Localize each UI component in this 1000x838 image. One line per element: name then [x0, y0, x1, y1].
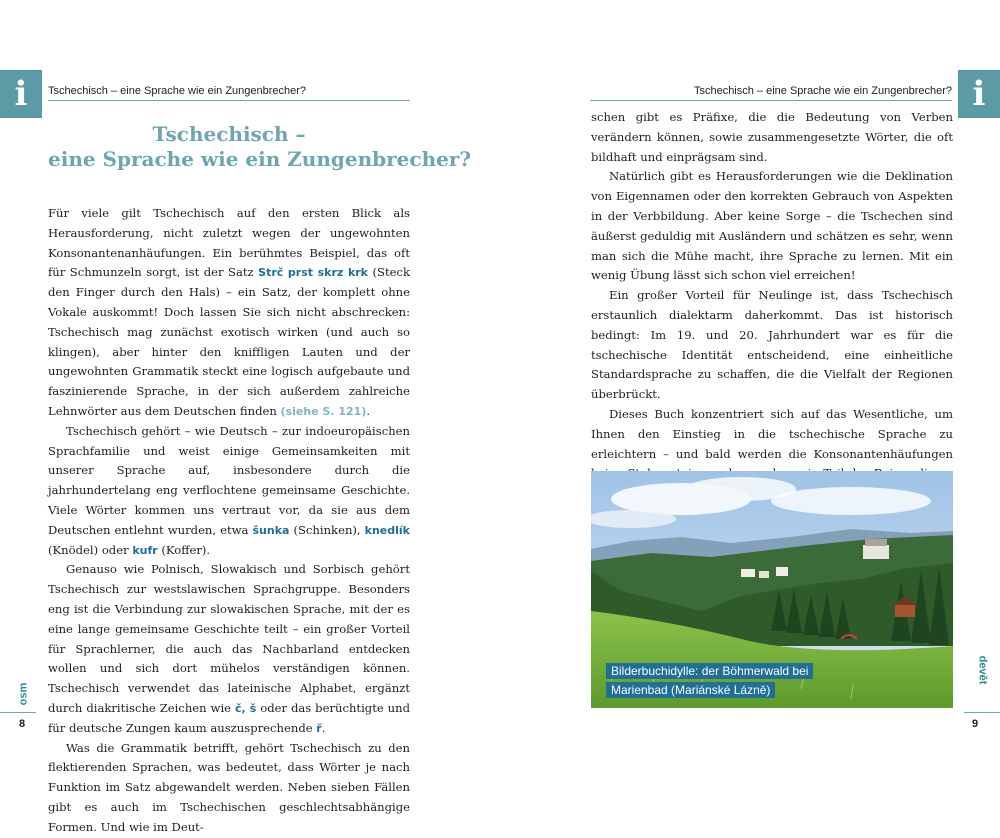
paragraph: Ein großer Vorteil für Neulinge ist, dass Tschechisch erstaunlich dialektarm daherkommt. Das ist historisch bedingt: Im 19. und 20. Jahrhundert war es für die tschechische Identität entscheidend, eine einheitliche Standardsprache zu schaffen, die die Vielfalt der Regionen überbrückt.	[591, 288, 953, 402]
paragraph: Natürlich gibt es Herausforderungen wie die Deklination von Eigennamen oder den korrekten Gebrauch von Aspekten in der Verbbildung. Aber keine Sorge – die Tschechen sind äußerst geduldig mit Ausländern und schätzen es sehr, wenn man sich die Mühe macht, ihre Sprache zu lernen. Mit ein wenig Übung lässt sich schon viel erreichen!	[591, 169, 953, 283]
paragraph	[48, 422, 410, 561]
czech-term: šunka	[252, 523, 290, 537]
left-page	[0, 0, 500, 834]
text-run: Für viele gilt Tschechisch auf den ersten Blick als Herausforderung, nicht zuletzt wegen der ungewohnten Konsonantenanhäufungen. Ein berühmtes Beispiel, das oft für Schmunzeln sorgt, ist der Satz	[48, 206, 410, 280]
right-body-text	[591, 108, 953, 504]
czech-term: kufr	[132, 543, 158, 557]
czech-term: č, š	[234, 701, 257, 715]
text-run: oder das berüchtigte und für deutsche Zungen kaum auszusprechende	[48, 700, 411, 735]
caption-text: Bilderbuchidylle: der Böhmerwald bei Marienbad (Mariánské Lázně)	[606, 663, 813, 698]
text-run: Tschechisch gehört – wie Deutsch – zur indoeuropäischen Sprachfamilie und weist einige Gemeinsamkeiten mit unserer Sprache auf, insbesondere durch die jahrhundertelang eng verflochtene gemeinsame Geschichte. Viele Wörter kommen uns vertraut vor, da sie aus dem Deutschen entlehnt wurden, etwa	[48, 423, 410, 537]
footer-rule-right	[964, 712, 1000, 713]
text-run: Genauso wie Polnisch, Slowakisch und Sorbisch gehört Tschechisch zur westslawischen Sprachgruppe. Besonders eng ist die Verbindung zur slowakischen Sprache, mit der es eine lange gemeinsame Geschichte teilt – ein großer Vorteil für Sprachlerner, die auch das Nachbarland entdecken wollen und sich dort mühelos verständigen können. Tschechisch verwendet das lateinische Alphabet, ergänzt durch diakritische Zeichen wie	[48, 562, 410, 715]
paragraph: schen gibt es Präfixe, die die Bedeutung von Verben verändern können, sowie zusammengesetzte Wörter, die oft bildhaft und einprägsam sind.	[591, 110, 953, 164]
info-icon-letter: i	[972, 74, 986, 114]
footer-rule-left	[0, 712, 36, 713]
czech-term: ř	[316, 721, 322, 735]
text-run: (Schinken),	[289, 522, 365, 537]
chapter-title	[48, 122, 472, 172]
running-head-left: Tschechisch – eine Sprache wie ein Zungenbrecher?	[48, 85, 410, 101]
photo-caption	[606, 662, 826, 700]
paragraph: Dieses Buch konzentriert sich auf das Wesentliche, um Ihnen den Einstieg in die tschechische Sprache zu erleichtern – und bald werden die Konsonantenhäufungen	[591, 406, 953, 461]
info-icon-letter: i	[14, 74, 28, 114]
right-page	[500, 0, 1000, 800]
left-body-text	[48, 204, 410, 838]
chapter-title-line-2: eine Sprache wie ein Zungenbrecher?	[48, 147, 472, 171]
text-run: .	[321, 720, 326, 735]
page-reference-link[interactable]: (siehe S. 121)	[280, 404, 367, 418]
text-run: (Koffer).	[157, 542, 211, 557]
info-icon	[0, 70, 42, 118]
page-number-left: 8	[19, 718, 26, 730]
landscape-photo	[591, 471, 953, 708]
side-label-right: devět	[976, 655, 989, 685]
text-run: (Knödel) oder	[48, 542, 133, 557]
text-run: .	[366, 403, 371, 418]
text-run: (Steck den Finger durch den Hals) – ein Satz, der komplett ohne Vokale auskommt! Doch lassen Sie sich nicht abschrecken: Tschechisch mag zunächst exotisch wirken (und auch so klingen), aber hinter den kniffligen Lauten und der ungewohnten Grammatik steckt eine logisch aufgebaute und faszinierende Sprache, in der sich außerdem zahlreiche Lehnwörter aus dem Deutschen finden	[48, 265, 410, 418]
side-label-left: osm	[17, 682, 30, 706]
paragraph: Was die Grammatik betrifft, gehört Tschechisch zu den flektierenden Sprachen, was bedeutet, dass Wörter je nach Funktion im Satz abgewandelt werden. Neben sieben Fällen gibt es auch im Tschechischen geschlechtsabhängige Formen. Und wie im Deut-	[48, 740, 410, 834]
running-head-right: Tschechisch – eine Sprache wie ein Zungenbrecher?	[590, 85, 952, 101]
page-number-right: 9	[972, 718, 979, 730]
paragraph	[48, 204, 410, 422]
chapter-title-line-1: Tschechisch –	[152, 122, 306, 146]
paragraph	[48, 560, 410, 738]
czech-term: knedlík	[364, 523, 410, 537]
info-icon	[958, 70, 1000, 118]
czech-term: Strč prst skrz krk	[258, 266, 369, 280]
